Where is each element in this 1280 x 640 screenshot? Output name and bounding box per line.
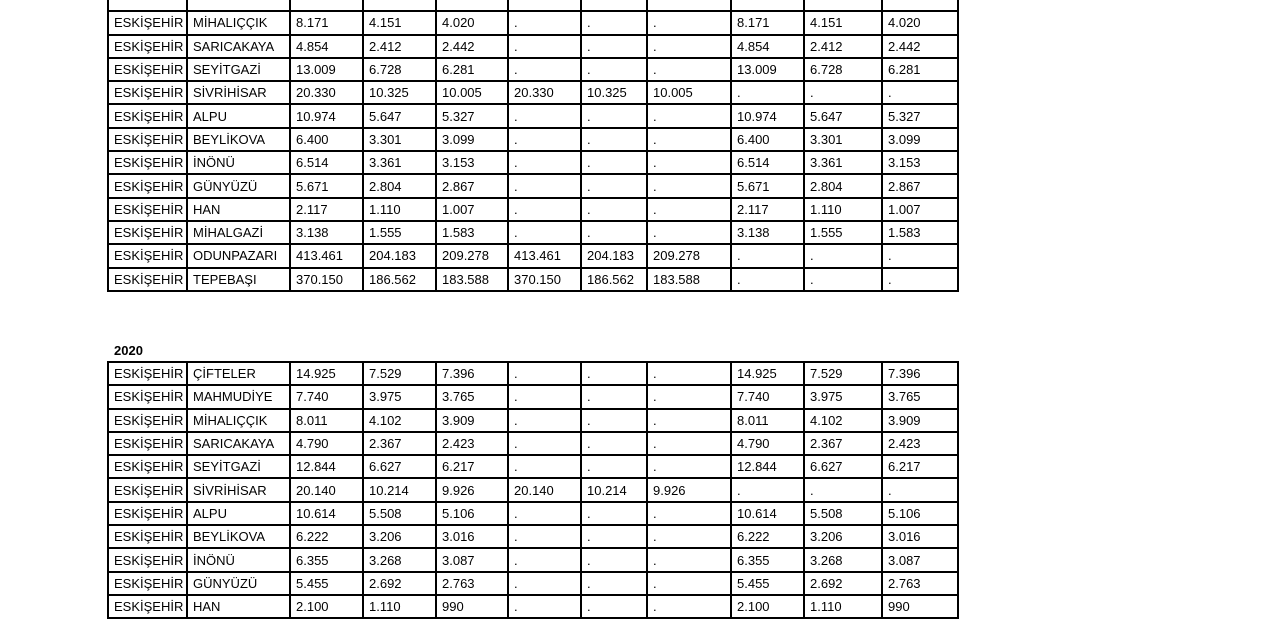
value-cell: .	[882, 244, 958, 267]
value-cell	[882, 0, 958, 11]
value-cell: 14.925	[731, 362, 804, 385]
value-cell: 6.281	[882, 58, 958, 81]
value-cell: .	[581, 35, 647, 58]
value-cell: 6.627	[804, 455, 882, 478]
value-cell: 10.974	[290, 104, 363, 127]
value-cell: .	[647, 198, 731, 221]
value-cell: .	[508, 11, 581, 34]
value-cell: 3.138	[731, 221, 804, 244]
value-cell: .	[647, 385, 731, 408]
province-cell: ESKİŞEHİR	[108, 409, 187, 432]
value-cell: .	[804, 81, 882, 104]
province-cell	[108, 0, 187, 11]
value-cell: .	[508, 595, 581, 618]
value-cell: 3.099	[882, 128, 958, 151]
province-cell: ESKİŞEHİR	[108, 174, 187, 197]
district-cell: İNÖNÜ	[187, 548, 290, 571]
value-cell: 10.325	[581, 81, 647, 104]
province-cell: ESKİŞEHİR	[108, 455, 187, 478]
value-cell: .	[508, 455, 581, 478]
value-cell: 2.692	[363, 572, 436, 595]
value-cell: 370.150	[508, 268, 581, 291]
value-cell: 5.106	[882, 502, 958, 525]
value-cell: 5.647	[804, 104, 882, 127]
value-cell: 3.268	[363, 548, 436, 571]
district-cell: BEYLİKOVA	[187, 525, 290, 548]
value-cell: .	[581, 455, 647, 478]
value-cell: 2.442	[436, 35, 508, 58]
value-cell: 3.975	[804, 385, 882, 408]
value-cell	[363, 0, 436, 11]
value-cell: 7.396	[882, 362, 958, 385]
value-cell: .	[731, 81, 804, 104]
province-cell: ESKİŞEHİR	[108, 572, 187, 595]
value-cell: 10.974	[731, 104, 804, 127]
value-cell: .	[731, 478, 804, 501]
value-cell: 1.583	[882, 221, 958, 244]
province-cell: ESKİŞEHİR	[108, 548, 187, 571]
value-cell: 2.804	[804, 174, 882, 197]
value-cell: .	[581, 221, 647, 244]
value-cell: .	[581, 151, 647, 174]
district-cell: MİHALIÇÇIK	[187, 409, 290, 432]
value-cell: .	[581, 58, 647, 81]
value-cell: .	[581, 525, 647, 548]
value-cell: .	[647, 11, 731, 34]
value-cell: .	[647, 58, 731, 81]
value-cell: 4.151	[804, 11, 882, 34]
value-cell: 209.278	[436, 244, 508, 267]
value-cell: .	[882, 268, 958, 291]
value-cell: 5.455	[290, 572, 363, 595]
value-cell: .	[647, 151, 731, 174]
province-cell: ESKİŞEHİR	[108, 151, 187, 174]
table-row	[108, 128, 958, 151]
value-cell: .	[647, 128, 731, 151]
district-cell: SARICAKAYA	[187, 432, 290, 455]
value-cell: 4.102	[363, 409, 436, 432]
table-row	[108, 548, 958, 571]
value-cell: 7.529	[363, 362, 436, 385]
province-cell: ESKİŞEHİR	[108, 244, 187, 267]
value-cell: 2.100	[731, 595, 804, 618]
value-cell	[804, 0, 882, 11]
table-row	[108, 572, 958, 595]
value-cell	[731, 0, 804, 11]
value-cell: 3.087	[436, 548, 508, 571]
value-cell: 6.627	[363, 455, 436, 478]
value-cell: 4.854	[290, 35, 363, 58]
value-cell: 370.150	[290, 268, 363, 291]
province-cell: ESKİŞEHİR	[108, 478, 187, 501]
value-cell: 6.728	[363, 58, 436, 81]
value-cell	[508, 0, 581, 11]
table-row	[108, 362, 958, 385]
value-cell: 3.361	[804, 151, 882, 174]
value-cell: 4.151	[363, 11, 436, 34]
district-cell: HAN	[187, 198, 290, 221]
value-cell: 2.763	[436, 572, 508, 595]
value-cell: 2.423	[436, 432, 508, 455]
value-cell: 6.728	[804, 58, 882, 81]
province-cell: ESKİŞEHİR	[108, 268, 187, 291]
value-cell: 3.301	[804, 128, 882, 151]
value-cell	[581, 0, 647, 11]
district-cell: HAN	[187, 595, 290, 618]
value-cell: 12.844	[290, 455, 363, 478]
province-cell: ESKİŞEHİR	[108, 81, 187, 104]
value-cell: 10.614	[290, 502, 363, 525]
province-cell: ESKİŞEHİR	[108, 11, 187, 34]
value-cell: .	[508, 385, 581, 408]
value-cell: 20.140	[508, 478, 581, 501]
table-body-2020	[108, 362, 958, 618]
value-cell: .	[647, 221, 731, 244]
value-cell: 10.005	[647, 81, 731, 104]
value-cell: 4.790	[731, 432, 804, 455]
table-row	[108, 198, 958, 221]
province-cell: ESKİŞEHİR	[108, 104, 187, 127]
value-cell: .	[508, 525, 581, 548]
value-cell: 14.925	[290, 362, 363, 385]
value-cell: .	[581, 432, 647, 455]
value-cell: 4.790	[290, 432, 363, 455]
province-cell: ESKİŞEHİR	[108, 432, 187, 455]
province-cell: ESKİŞEHİR	[108, 198, 187, 221]
value-cell: 1.007	[436, 198, 508, 221]
value-cell: .	[647, 595, 731, 618]
value-cell: 3.206	[804, 525, 882, 548]
value-cell: 183.588	[647, 268, 731, 291]
table-row	[108, 455, 958, 478]
value-cell: .	[804, 268, 882, 291]
value-cell: 6.281	[436, 58, 508, 81]
value-cell: 413.461	[290, 244, 363, 267]
value-cell: .	[882, 478, 958, 501]
value-cell: .	[647, 548, 731, 571]
value-cell: .	[508, 409, 581, 432]
value-cell: 2.367	[804, 432, 882, 455]
value-cell: 6.514	[290, 151, 363, 174]
table-row	[108, 104, 958, 127]
value-cell: .	[508, 128, 581, 151]
district-cell	[187, 0, 290, 11]
value-cell: 2.412	[804, 35, 882, 58]
value-cell: 3.016	[882, 525, 958, 548]
table-row	[108, 151, 958, 174]
value-cell: 3.153	[882, 151, 958, 174]
value-cell: .	[508, 432, 581, 455]
value-cell: .	[581, 502, 647, 525]
value-cell: 204.183	[581, 244, 647, 267]
value-cell: 13.009	[731, 58, 804, 81]
value-cell: 5.455	[731, 572, 804, 595]
value-cell: 6.217	[882, 455, 958, 478]
value-cell: 20.330	[508, 81, 581, 104]
value-cell: 6.355	[290, 548, 363, 571]
value-cell: 3.206	[363, 525, 436, 548]
value-cell: 6.400	[731, 128, 804, 151]
value-cell: 6.217	[436, 455, 508, 478]
province-cell: ESKİŞEHİR	[108, 35, 187, 58]
table-row	[108, 502, 958, 525]
district-cell: ÇİFTELER	[187, 362, 290, 385]
table-row	[108, 268, 958, 291]
value-cell: 3.765	[882, 385, 958, 408]
district-cell: BEYLİKOVA	[187, 128, 290, 151]
table-row	[108, 81, 958, 104]
value-cell: 2.867	[436, 174, 508, 197]
table-row	[108, 174, 958, 197]
value-cell: .	[581, 409, 647, 432]
value-cell: 186.562	[363, 268, 436, 291]
value-cell: 1.555	[804, 221, 882, 244]
value-cell	[290, 0, 363, 11]
value-cell: 5.106	[436, 502, 508, 525]
year-heading: 2020	[114, 343, 143, 358]
value-cell: .	[647, 409, 731, 432]
province-cell: ESKİŞEHİR	[108, 58, 187, 81]
value-cell: .	[581, 385, 647, 408]
table-row	[108, 35, 958, 58]
value-cell: 8.171	[290, 11, 363, 34]
value-cell: 990	[436, 595, 508, 618]
province-cell: ESKİŞEHİR	[108, 525, 187, 548]
value-cell: 10.214	[581, 478, 647, 501]
value-cell: 204.183	[363, 244, 436, 267]
district-cell: İNÖNÜ	[187, 151, 290, 174]
table-row	[108, 244, 958, 267]
province-cell: ESKİŞEHİR	[108, 362, 187, 385]
value-cell: 5.327	[882, 104, 958, 127]
value-cell: 3.765	[436, 385, 508, 408]
value-cell: 20.330	[290, 81, 363, 104]
value-cell: 3.099	[436, 128, 508, 151]
value-cell: 1.110	[804, 198, 882, 221]
value-cell: .	[508, 58, 581, 81]
value-cell: 4.102	[804, 409, 882, 432]
table-row	[108, 432, 958, 455]
district-cell: GÜNYÜZÜ	[187, 572, 290, 595]
value-cell: 413.461	[508, 244, 581, 267]
table-row	[108, 221, 958, 244]
value-cell: .	[882, 81, 958, 104]
value-cell: .	[804, 478, 882, 501]
value-cell: .	[647, 104, 731, 127]
district-cell: TEPEBAŞI	[187, 268, 290, 291]
value-cell: 10.214	[363, 478, 436, 501]
value-cell: .	[508, 174, 581, 197]
value-cell: .	[508, 198, 581, 221]
value-cell: 2.804	[363, 174, 436, 197]
province-cell: ESKİŞEHİR	[108, 385, 187, 408]
value-cell: .	[647, 432, 731, 455]
value-cell: 6.355	[731, 548, 804, 571]
value-cell: 10.005	[436, 81, 508, 104]
table-body-upper	[108, 0, 958, 291]
value-cell: 5.671	[731, 174, 804, 197]
value-cell: 7.740	[290, 385, 363, 408]
table-row	[108, 0, 958, 11]
population-table-upper	[107, 0, 959, 292]
value-cell: .	[647, 572, 731, 595]
value-cell: 186.562	[581, 268, 647, 291]
value-cell: 4.854	[731, 35, 804, 58]
value-cell: 8.011	[290, 409, 363, 432]
value-cell: 1.583	[436, 221, 508, 244]
value-cell: .	[647, 502, 731, 525]
province-cell: ESKİŞEHİR	[108, 595, 187, 618]
value-cell: 20.140	[290, 478, 363, 501]
district-cell: SİVRİHİSAR	[187, 478, 290, 501]
table-row	[108, 478, 958, 501]
district-cell: SEYİTGAZİ	[187, 58, 290, 81]
table-row	[108, 409, 958, 432]
value-cell: 3.087	[882, 548, 958, 571]
value-cell: 2.100	[290, 595, 363, 618]
value-cell: 7.740	[731, 385, 804, 408]
value-cell: 13.009	[290, 58, 363, 81]
value-cell: 2.442	[882, 35, 958, 58]
table-row	[108, 11, 958, 34]
table-row	[108, 58, 958, 81]
table-row	[108, 525, 958, 548]
value-cell: .	[581, 198, 647, 221]
district-cell: SİVRİHİSAR	[187, 81, 290, 104]
value-cell: 3.268	[804, 548, 882, 571]
value-cell: 6.514	[731, 151, 804, 174]
value-cell: 3.301	[363, 128, 436, 151]
value-cell: .	[508, 548, 581, 571]
value-cell: .	[581, 362, 647, 385]
value-cell: 209.278	[647, 244, 731, 267]
population-table-2020	[107, 361, 959, 619]
value-cell: 5.508	[363, 502, 436, 525]
value-cell: 1.110	[363, 595, 436, 618]
value-cell: 3.016	[436, 525, 508, 548]
district-cell: MİHALIÇÇIK	[187, 11, 290, 34]
value-cell: 2.763	[882, 572, 958, 595]
value-cell: 1.555	[363, 221, 436, 244]
value-cell: 4.020	[882, 11, 958, 34]
value-cell: .	[647, 455, 731, 478]
value-cell: 12.844	[731, 455, 804, 478]
province-cell: ESKİŞEHİR	[108, 128, 187, 151]
value-cell: 9.926	[647, 478, 731, 501]
value-cell: .	[647, 525, 731, 548]
table-row	[108, 595, 958, 618]
value-cell: 8.011	[731, 409, 804, 432]
value-cell: 990	[882, 595, 958, 618]
value-cell: .	[508, 104, 581, 127]
value-cell: .	[804, 244, 882, 267]
value-cell	[436, 0, 508, 11]
value-cell: .	[508, 362, 581, 385]
value-cell: 7.529	[804, 362, 882, 385]
value-cell: 6.400	[290, 128, 363, 151]
district-cell: MİHALGAZİ	[187, 221, 290, 244]
table-row	[108, 385, 958, 408]
district-cell: ALPU	[187, 502, 290, 525]
value-cell: .	[581, 104, 647, 127]
value-cell: 1.007	[882, 198, 958, 221]
value-cell: 5.671	[290, 174, 363, 197]
value-cell: .	[508, 221, 581, 244]
value-cell	[647, 0, 731, 11]
value-cell: 5.327	[436, 104, 508, 127]
district-cell: ALPU	[187, 104, 290, 127]
value-cell: 183.588	[436, 268, 508, 291]
value-cell: .	[647, 35, 731, 58]
value-cell: 2.117	[290, 198, 363, 221]
district-cell: SEYİTGAZİ	[187, 455, 290, 478]
value-cell: 2.423	[882, 432, 958, 455]
district-cell: MAHMUDİYE	[187, 385, 290, 408]
value-cell: .	[581, 572, 647, 595]
value-cell: 3.909	[882, 409, 958, 432]
province-cell: ESKİŞEHİR	[108, 502, 187, 525]
value-cell: 2.412	[363, 35, 436, 58]
value-cell: .	[581, 11, 647, 34]
district-cell: SARICAKAYA	[187, 35, 290, 58]
value-cell: .	[508, 151, 581, 174]
value-cell: 1.110	[804, 595, 882, 618]
value-cell: 5.647	[363, 104, 436, 127]
value-cell: .	[581, 595, 647, 618]
province-cell: ESKİŞEHİR	[108, 221, 187, 244]
value-cell: 10.614	[731, 502, 804, 525]
value-cell: 10.325	[363, 81, 436, 104]
value-cell: .	[647, 362, 731, 385]
district-cell: ODUNPAZARI	[187, 244, 290, 267]
value-cell: .	[508, 502, 581, 525]
value-cell: 7.396	[436, 362, 508, 385]
value-cell: .	[581, 128, 647, 151]
value-cell: .	[581, 548, 647, 571]
value-cell: 2.117	[731, 198, 804, 221]
value-cell: 3.361	[363, 151, 436, 174]
value-cell: 2.692	[804, 572, 882, 595]
value-cell: 5.508	[804, 502, 882, 525]
value-cell: .	[647, 174, 731, 197]
value-cell: .	[731, 244, 804, 267]
value-cell: .	[508, 572, 581, 595]
value-cell: 8.171	[731, 11, 804, 34]
value-cell: 4.020	[436, 11, 508, 34]
value-cell: 6.222	[731, 525, 804, 548]
value-cell: 1.110	[363, 198, 436, 221]
value-cell: .	[508, 35, 581, 58]
value-cell: 3.138	[290, 221, 363, 244]
value-cell: 2.867	[882, 174, 958, 197]
value-cell: 6.222	[290, 525, 363, 548]
value-cell: 2.367	[363, 432, 436, 455]
value-cell: 3.153	[436, 151, 508, 174]
value-cell: .	[731, 268, 804, 291]
district-cell: GÜNYÜZÜ	[187, 174, 290, 197]
value-cell: 3.975	[363, 385, 436, 408]
value-cell: .	[581, 174, 647, 197]
value-cell: 9.926	[436, 478, 508, 501]
value-cell: 3.909	[436, 409, 508, 432]
